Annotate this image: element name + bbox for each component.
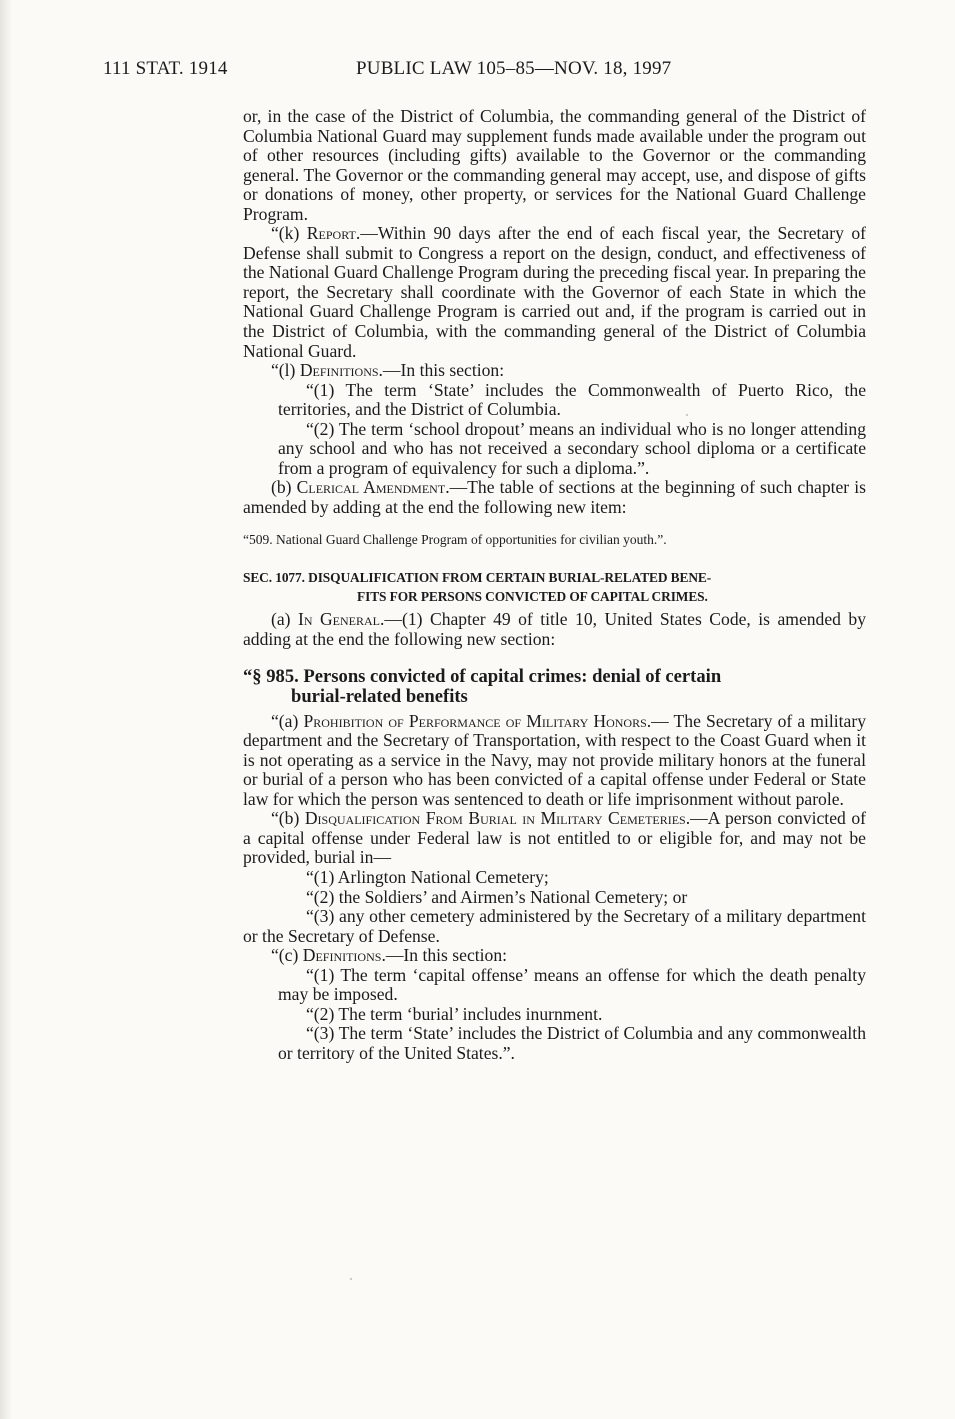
subsection-985c-definitions: “(c) Definitions.—In this section: xyxy=(271,945,508,966)
paragraph-b3: “(3) any other cemetery administered by the Secretary of a military department or the Secretary of Defense. xyxy=(243,906,866,946)
subsection-heading: In General xyxy=(297,609,380,630)
subsection-985a-military-honors: “(a) Prohibition of Performance of Military Honors.— The Secretary of a military department and the Secretary of Transportation, with respect to the Coast Guard when it is not operating as a service in the Navy, may not provide military honors at the funeral or burial of a person who has been convicted of a capital offense under Federal or State law for which the person was sentenced to death or life imprisonment without parole. xyxy=(243,710,867,809)
subsection-l-definitions: “(l) Definitions.—In this section: xyxy=(271,360,505,381)
section-1077-heading: SEC. 1077. DISQUALIFICATION FROM CERTAIN BURIAL-RELATED BENE- FITS FOR PERSONS CONVICTED OF CAPITAL CRIMES. xyxy=(243,570,712,605)
subsection-heading: Prohibition of Performance of Military Honors xyxy=(303,710,647,731)
paragraph-b2: “(2) the Soldiers’ and Airmen’s National Cemetery; or xyxy=(306,886,688,907)
statute-page-number: 111 STAT. 1914 xyxy=(103,58,228,79)
subsection-a-in-general: (a) In General.—(1) Chapter 49 of title 10, United States Code, is amended by adding at the end the following new section: xyxy=(243,609,866,650)
paragraph-continued: or, in the case of the District of Columbia, the commanding general of the District of Columbia National Guard may supplement funds made available under the program out of other resources (including gifts) available to the Governor or the commanding general. The Governor or the commanding general may accept, use, and dispose of gifts or donations of money, other property, or services for the National Guard Challenge Program. xyxy=(243,106,866,224)
section-985-heading: “§ 985. Persons convicted of capital crimes: denial of certain burial-related benefits xyxy=(243,665,722,707)
table-of-sections-item: “509. National Guard Challenge Program of opportunities for civilian youth.”. xyxy=(243,532,667,548)
subsection-heading: Report xyxy=(306,223,356,244)
subsection-heading: Disqualification From Burial in Military Cemeteries xyxy=(304,808,686,829)
subsection-heading: Definitions xyxy=(302,945,382,966)
subsection-b-clerical-amendment: (b) Clerical Amendment.—The table of sections at the beginning of such chapter is amended by adding at the end the following new item: xyxy=(243,477,867,517)
subsection-heading: Clerical Amendment xyxy=(296,477,446,498)
paragraph-l2: “(2) The term ‘school dropout’ means an individual who is no longer attending any school and who has not received a secondary school diploma or a certificate from a program of equivalency for such a diploma.”. xyxy=(278,418,866,478)
public-law-citation: PUBLIC LAW 105–85—NOV. 18, 1997 xyxy=(356,58,672,79)
paragraph-c2: “(2) The term ‘burial’ includes inurnment. xyxy=(306,1003,603,1024)
paragraph-c3: “(3) The term ‘State’ includes the District of Columbia and any commonwealth or territory of the United States.”. xyxy=(278,1023,866,1063)
body-text xyxy=(243,107,866,1063)
subsection-k-report: “(k) Report.—Within 90 days after the end of each fiscal year, the Secretary of Defense shall submit to Congress a report on the design, conduct, and effectiveness of the National Guard Challenge Program during the preceding fiscal year. In preparing the report, the Secretary shall coordinate with the Governor of each State in which the National Guard Challenge Program is carried out and, if the program is carried out in the District of Columbia, with the commanding general of the District of Columbia National Guard. xyxy=(243,223,866,361)
paragraph-b1: “(1) Arlington National Cemetery; xyxy=(306,866,549,887)
paragraph-c1: “(1) The term ‘capital offense’ means an offense for which the death penalty may be imposed. xyxy=(278,964,866,1005)
page-edge-shadow xyxy=(0,0,12,1419)
subsection-heading: Definitions xyxy=(299,360,379,381)
scan-speck xyxy=(350,1278,352,1280)
paragraph-l1: “(1) The term ‘State’ includes the Commonwealth of Puerto Rico, the territories, and the District of Columbia. xyxy=(278,379,866,420)
subsection-985b-burial-disqualification: “(b) Disqualification From Burial in Military Cemeteries.—A person convicted of a capital offense under Federal law is not entitled to or eligible for, and may not be provided, burial in— xyxy=(243,808,866,868)
scan-speck xyxy=(686,414,688,416)
